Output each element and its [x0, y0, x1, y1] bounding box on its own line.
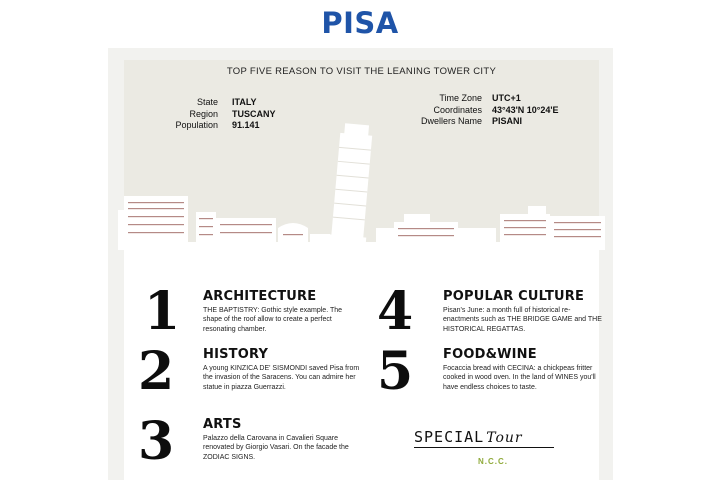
tour-label: Tour: [486, 430, 523, 446]
item-number: 1: [144, 281, 181, 342]
page-title: PISA: [321, 6, 399, 40]
fact-key: Dwellers Name: [420, 116, 482, 126]
leaning-tower-skyline-icon: [118, 120, 605, 250]
item-heading: ARCHITECTURE: [203, 289, 317, 304]
fact-key: Time Zone: [439, 93, 482, 103]
special-tour-logo: [414, 428, 523, 446]
item-text: Pisan's June: a month full of historical re-enactments such as THE BRIDGE GAME and THE HISTORICAL REGATTAS.: [443, 307, 602, 333]
fact-key: Population: [175, 120, 218, 130]
fact-row: [412, 116, 559, 128]
fact-value: 43°43'N 10°24'E: [492, 104, 559, 115]
fact-row: [160, 97, 276, 109]
item-number: 3: [138, 411, 175, 472]
item-text: Focaccia bread with CECINA: a chickpeas fritter cooked in wood oven. In the land of WINES you'll have endless choices to taste.: [443, 365, 596, 391]
special-label: SPECIAL: [414, 428, 485, 446]
item-text: A young KINZICA DE' SISMONDI saved Pisa from the invasion of the Saracens. You can admire her statue in piazza Guerrazzi.: [203, 365, 360, 391]
fact-value: ITALY: [232, 97, 257, 107]
fact-value: UTC+1: [492, 93, 521, 103]
ncc-label: N.C.C.: [478, 457, 508, 466]
fact-value: 91.141: [232, 120, 260, 130]
fact-key: Region: [189, 108, 218, 119]
facts-right: [412, 93, 559, 128]
fact-row: [160, 109, 276, 121]
item-heading: ARTS: [203, 417, 242, 432]
fact-row: [412, 105, 559, 117]
fact-value: PISANI: [492, 116, 523, 126]
facts-left: [160, 97, 276, 132]
item-number: 2: [138, 341, 175, 402]
fact-key: State: [196, 97, 218, 107]
item-text: Palazzo della Carovana in Cavalieri Square renovated by Giorgio Vasari. On the facade the ZODIAC SIGNS.: [203, 435, 349, 461]
item-number: 5: [377, 341, 414, 402]
fact-key: Coordinates: [433, 104, 482, 115]
fact-row: [412, 93, 559, 105]
fact-value: TUSCANY: [232, 108, 276, 119]
subtitle: TOP FIVE REASON TO VISIT THE LEANING TOWER CITY: [226, 66, 497, 77]
item-text: THE BAPTISTRY: Gothic style example. The shape of the roof allow to create a perfect resonating chamber.: [203, 307, 343, 333]
item-heading: HISTORY: [203, 347, 269, 362]
fact-row: [160, 120, 276, 132]
item-heading: FOOD&WINE: [443, 347, 537, 362]
item-number: 4: [377, 281, 414, 342]
logo-underline: [414, 447, 554, 448]
item-heading: POPULAR CULTURE: [443, 289, 585, 304]
